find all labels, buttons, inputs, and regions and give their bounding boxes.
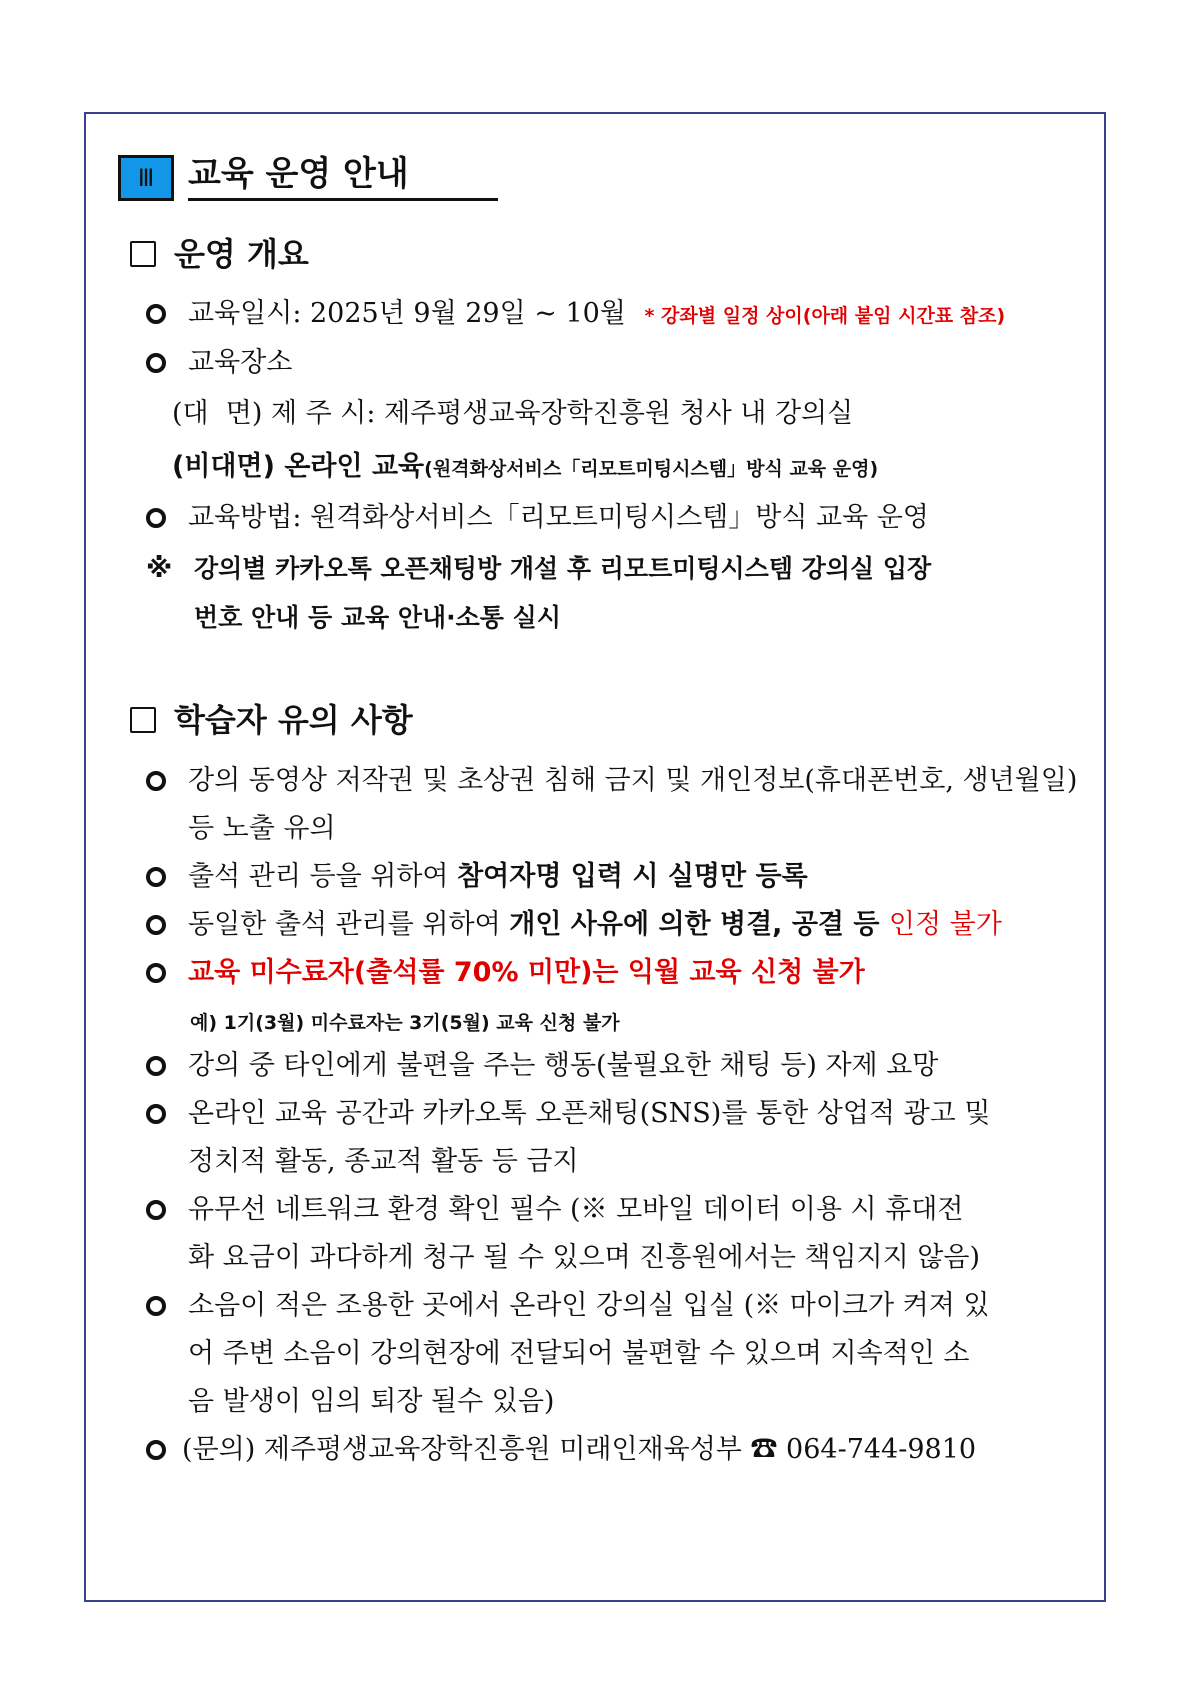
caution-3-text: 동일한 출석 관리를 위하여 <box>188 909 510 940</box>
bullet-icon <box>146 867 166 887</box>
bullet-icon <box>146 353 166 373</box>
bullet-icon <box>146 304 166 324</box>
overview-heading-text: 운영 개요 <box>174 235 309 273</box>
bullet-icon <box>146 1440 166 1460</box>
place-offline: (대 면) 제 주 시: 제주평생교육장학진흥원 청사 내 강의실 <box>172 398 854 429</box>
bullet-icon <box>146 508 166 528</box>
checkbox-icon <box>130 707 156 733</box>
caution-7-line-2: 화 요금이 과다하게 청구 될 수 있으며 진흥원에서는 책임지지 않음) <box>188 1242 980 1273</box>
date-text: 교육일시: 2025년 9월 29일 ~ 10월 <box>188 298 626 329</box>
caution-8-line-3: 음 발생이 임의 퇴장 될수 있음) <box>188 1386 555 1417</box>
caution-6-line-2: 정치적 활동, 종교적 활동 등 금지 <box>188 1146 579 1177</box>
section-number-box: Ⅲ <box>118 155 174 201</box>
bullet-icon <box>146 915 166 935</box>
overview-method: 교육방법: 원격화상서비스「리모트미팅시스템」방식 교육 운영 <box>188 502 929 533</box>
caution-8-line-1: 소음이 적은 조용한 곳에서 온라인 강의실 입실 (※ 마이크가 켜져 있 <box>188 1290 990 1321</box>
bullet-icon <box>146 1200 166 1220</box>
caution-6-line-1: 온라인 교육 공간과 카카오톡 오픈채팅(SNS)를 통한 상업적 광고 및 <box>188 1098 991 1129</box>
overview-heading <box>130 234 309 274</box>
caution-2 <box>188 858 808 896</box>
caution-7-line-1: 유무선 네트워크 환경 확인 필수 (※ 모바일 데이터 이용 시 휴대전 <box>188 1194 964 1225</box>
date-note: * 강좌별 일정 상이(아래 붙임 시간표 참조) <box>644 305 1006 327</box>
cautions-heading <box>130 700 413 740</box>
checkbox-icon <box>130 241 156 267</box>
document-frame <box>84 112 1106 1602</box>
caution-2-bold: 참여자명 입력 시 실명만 등록 <box>457 861 808 892</box>
bullet-icon <box>146 1296 166 1316</box>
place-online <box>172 448 878 488</box>
bullet-icon <box>146 771 166 791</box>
section-title: 교육 운영 안내 <box>188 152 498 201</box>
overview-place: 교육장소 <box>188 347 293 378</box>
bullet-icon <box>146 1056 166 1076</box>
caution-5: 강의 중 타인에게 불편을 주는 행동(불필요한 채팅 등) 자제 요망 <box>188 1050 939 1081</box>
bullet-icon <box>146 963 166 983</box>
caution-1-line-2: 등 노출 유의 <box>188 813 336 844</box>
caution-9-contact: (문의) 제주평생교육장학진흥원 미래인재육성부 ☎ 064-744-9810 <box>182 1434 977 1465</box>
caution-4-example: 예) 1기(3월) 미수료자는 3기(5월) 교육 신청 불가 <box>190 1012 620 1034</box>
place-online-label: (비대면) 온라인 교육 <box>172 451 425 482</box>
section-header <box>118 152 498 201</box>
caution-3 <box>188 906 1002 944</box>
caution-1-line-1: 강의 동영상 저작권 및 초상권 침해 금지 및 개인정보(휴대폰번호, 생년월일) <box>188 765 1078 796</box>
caution-4: 교육 미수료자(출석률 70% 미만)는 익월 교육 신청 불가 <box>188 957 865 988</box>
cautions-heading-text: 학습자 유의 사항 <box>174 701 413 739</box>
caution-2-text: 출석 관리 등을 위하여 <box>188 861 458 892</box>
overview-date <box>188 295 1005 335</box>
place-online-detail: (원격화상서비스「리모트미팅시스템」방식 교육 운영) <box>424 458 879 480</box>
notice-line-2: 번호 안내 등 교육 안내·소통 실시 <box>194 603 561 632</box>
bullet-icon <box>146 1104 166 1124</box>
caution-8-line-2: 어 주변 소음이 강의현장에 전달되어 불편할 수 있으며 지속적인 소 <box>188 1338 970 1369</box>
caution-3-bold: 개인 사유에 의한 병결, 공결 등 <box>509 909 889 940</box>
caution-3-red: 인정 불가 <box>888 909 1002 940</box>
notice-mark: ※ <box>146 553 173 584</box>
notice-line-1: 강의별 카카오톡 오픈채팅방 개설 후 리모트미팅시스템 강의실 입장 <box>194 554 932 583</box>
